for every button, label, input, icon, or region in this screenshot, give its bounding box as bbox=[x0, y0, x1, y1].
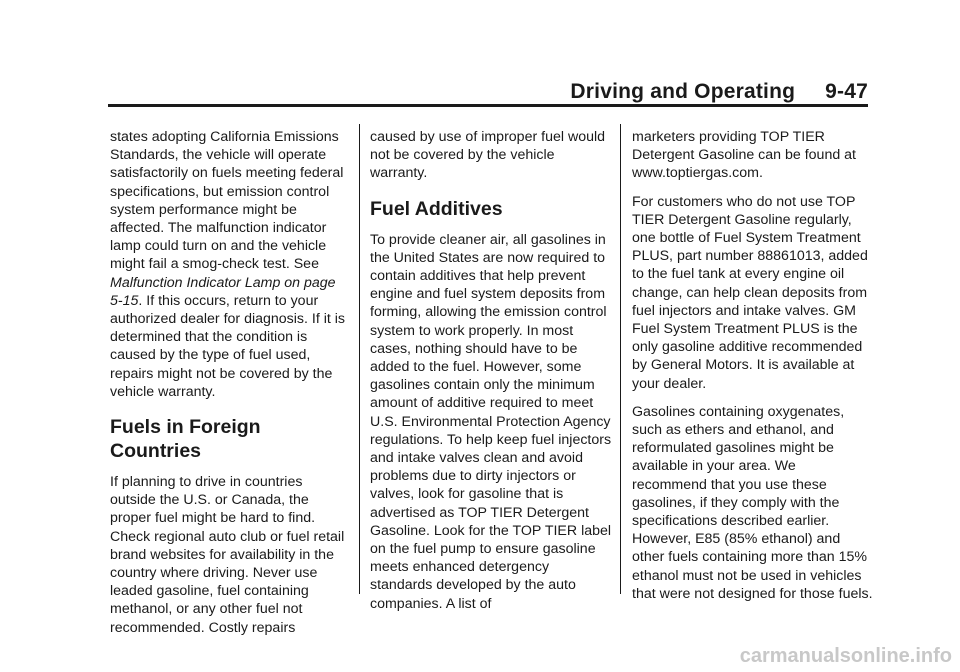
paragraph: To provide cleaner air, all gasolines in the United States are now required to contain additives that help prevent engine and fuel system deposits from forming, allowing the emission control system to work properly. In most cases, nothing should have to be added to the fuel. However, some gasolines contain only the minimum amount of additive required to meet U.S. Environmental Protection Agency regulations. To help keep fuel injectors and intake valves clean and avoid problems due to dirty injectors or valves, look for gasoline that is advertised as TOP TIER Detergent Gasoline. Look for the TOP TIER label on the fuel pump to ensure gasoline meets enhanced detergency standards developed by the auto companies. A list of bbox=[370, 231, 612, 612]
column-divider bbox=[620, 124, 621, 594]
section-title: Driving and Operating bbox=[570, 80, 796, 103]
paragraph: Gasolines containing oxygenates, such as ethers and ethanol, and reformulated gasolines might be available in your area. We recommend that you use these gasolines, if they comply with the specifications described earlier. However, E85 (85% ethanol) and other fuels containing more than 15% ethanol must not be used in vehicles that were not designed for those fuels. bbox=[632, 403, 873, 602]
section-heading-fuels-foreign: Fuels in Foreign Countries bbox=[110, 416, 261, 463]
column-divider bbox=[359, 124, 360, 594]
watermark: carmanualsonline.info bbox=[739, 645, 952, 667]
column-1 bbox=[110, 128, 352, 647]
column-3 bbox=[632, 128, 874, 613]
cross-reference[interactable]: Malfunction Indicator Lamp on page 5-15 bbox=[110, 274, 336, 309]
paragraph: caused by use of improper fuel would not be covered by the vehicle warranty. bbox=[370, 129, 606, 182]
section-heading-fuel-additives: Fuel Additives bbox=[370, 197, 503, 220]
paragraph: marketers providing TOP TIER Detergent Gasoline can be found at www.toptiergas.com. bbox=[632, 129, 857, 182]
page-header bbox=[570, 80, 868, 104]
column-2 bbox=[370, 128, 612, 623]
page-number: 9-47 bbox=[825, 80, 868, 103]
paragraph: For customers who do not use TOP TIER Detergent Gasoline regularly, one bottle of Fuel System Treatment PLUS, part number 88861013, added to the fuel tank at every engine oil change, can help clean deposits from fuel injectors and intake valves. GM Fuel System Treatment PLUS is the only gasoline additive recommended by General Motors. It is available at your dealer. bbox=[632, 193, 868, 392]
paragraph: states adopting California Emissions Standards, the vehicle will operate satisfactorily on fuels meeting federal specifications, but emission control system performance might be affected. The malfunction indicator lamp could turn on and the vehicle might fail a smog-check test. See Malfunction Indicator Lamp on page 5-15. If this occurs, return to your authorized dealer for diagnosis. If it is determined that the condition is caused by the type of fuel used, repairs might not be covered by the vehicle warranty. bbox=[110, 129, 346, 400]
header-rule bbox=[108, 104, 868, 107]
paragraph: If planning to drive in countries outside the U.S. or Canada, the proper fuel might be hard to find. Check regional auto club or fuel retail brand websites for availability in the country where driving. Never use leaded gasoline, fuel containing methanol, or any other fuel not recommended. Costly repairs bbox=[110, 474, 345, 636]
